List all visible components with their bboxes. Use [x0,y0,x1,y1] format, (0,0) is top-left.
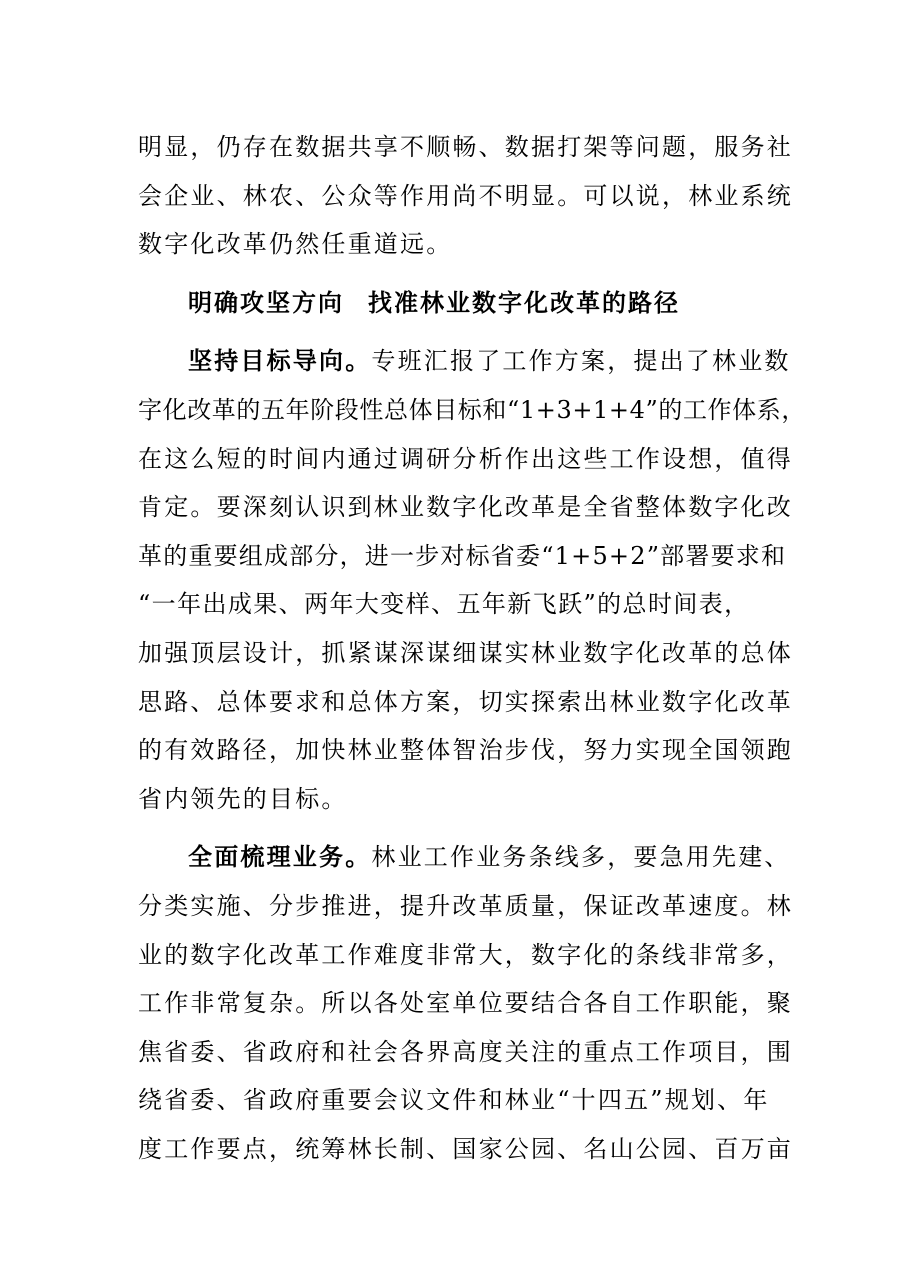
document-body [138,123,806,1173]
paragraph-lead: 坚持目标导向。 [188,346,372,376]
section-heading-part1: 明确攻坚方向 [188,287,344,317]
text-line: 革的重要组成部分，进一步对标省委“1+5+2”部署要求和 [138,541,787,570]
paragraph-continuation [138,123,793,269]
text-line: 业的数字化改革工作难度非常大，数字化的条线非常多， [138,940,793,969]
text-line: 肯定。要深刻认识到林业数字化改革是全省整体数字化改 [138,493,793,522]
text-line: 会企业、林农、公众等作用尚不明显。可以说，林业系统 [138,181,793,210]
text-line: 加强顶层设计，抓紧谋深谋细谋实林业数字化改革的总体 [138,638,793,667]
paragraph-first-text: 专班汇报了工作方案，提出了林业数 [371,347,791,376]
text-line: 明显，仍存在数据共享不顺畅、数据打架等问题，服务社 [138,133,793,161]
text-line: 省内领先的目标。 [138,784,348,813]
spacer [138,327,788,337]
text-line: 思路、总体要求和总体方案，切实探索出林业数字化改革 [138,687,793,716]
text-line: 数字化改革仍然任重道远。 [138,230,453,259]
spacer [138,269,788,279]
text-line [138,833,791,882]
paragraph-business-review [138,833,793,1173]
text-line: 工作非常复杂。所以各处室单位要结合各自工作职能，聚 [138,989,793,1018]
text-line: “一年出成果、两年大变样、五年新飞跃”的总时间表， [138,590,750,619]
paragraph-first-text: 林业工作业务条线多，要急用先建、 [371,843,791,872]
spacer [138,823,788,833]
paragraph-lead: 全面梳理业务。 [188,842,372,872]
text-line: 在这么短的时间内通过调研分析作出这些工作设想，值得 [138,444,793,473]
text-line: 绕省委、省政府重要会议文件和林业“十四五”规划、年 [138,1086,770,1115]
text-line: 的有效路径，加快林业整体智治步伐，努力实现全国领跑 [138,736,793,765]
text-line: 分类实施、分步推进，提升改革质量，保证改革速度。林 [138,891,793,920]
paragraph-goal-orientation [138,337,806,823]
text-line: 焦省委、省政府和社会各界高度关注的重点工作项目，围 [138,1037,793,1066]
text-line [138,337,791,386]
text-line: 度工作要点，统筹林长制、国家公园、名山公园、百万亩 [138,1134,793,1163]
text-line: 字化改革的五年阶段性总体目标和“1+3+1+4”的工作体系， [138,395,806,424]
section-heading [138,279,788,328]
section-heading-part2: 找准林业数字化改革的路径 [368,287,680,317]
